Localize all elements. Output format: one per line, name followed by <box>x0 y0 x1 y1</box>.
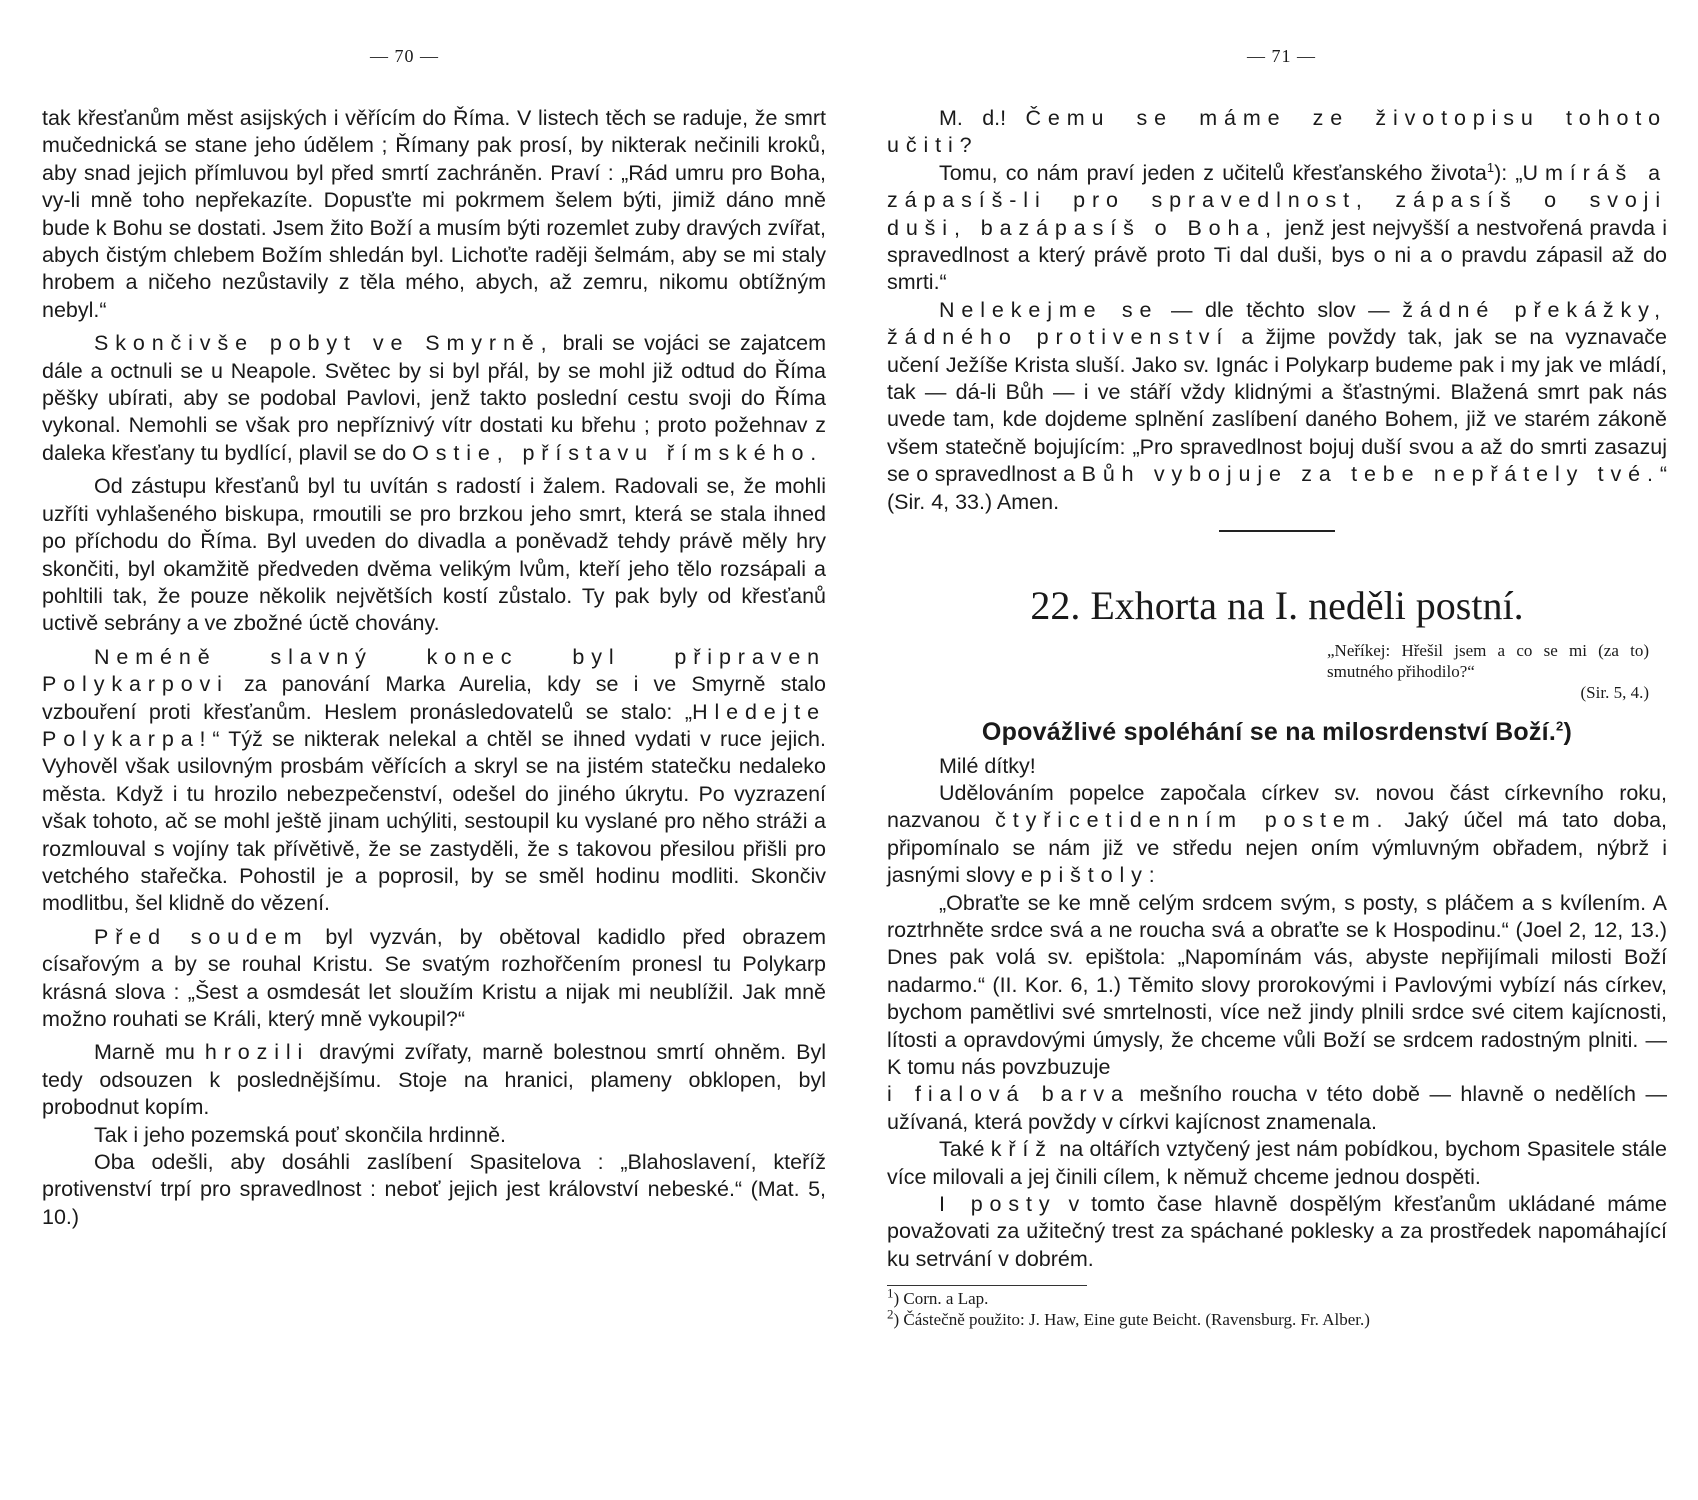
paragraph: „Obraťte se ke mně celým srdcem svým, s posty, s pláčem a s kvílením. A roztrhněte srdce svá a ne roucha svá a obraťte se k Hospodinu.“ (Joel 2, 12, 13.) Dnes pak volá sv. epištola: „Napomínám vás, abyste nepřijímali milosti Boží nadarmo.“ (II. Kor. 6, 1.) Těmito slovy prorokovými i Pavlovými vybízí nás církev, bychom pamětlivi své smrtelnosti, více než jindy plnili srdce své citem kajícnosti, lítosti a opravdovými úmysly, že chceme vůli Boží se srdcem radostným plniti. — K tomu nás povzbuzuje <box>887 890 1667 1079</box>
footnote-divider <box>887 1285 1087 1286</box>
paragraph: Tomu, co nám praví jeden z učitelů křesťanského života$^1$): „Umíráš a zápasíš-li pro spravedlnost, zápasíš o svoji duši, bazápasíš o Boha, jenž jest nejvyšší a nestvořená pravda i spravedlnost a který právě proto Ti dal duši, bys o ni a o pravdu zápasil až do smrti.“ <box>887 159 1667 295</box>
page-number-right: — 71 — <box>1247 46 1316 66</box>
paragraph: Oba odešli, aby dosáhli zaslíbení Spasitelova : „Blahoslavení, kteříž protivenství trpí pro spravedlnost : neboť jejich jest království nebeské.“ (Mat. 5, 10.) <box>42 1150 826 1229</box>
page-number-left: — 70 — <box>370 46 439 66</box>
paragraph: Udělováním popelce započala církev sv. novou část církevního roku, nazvanou čtyřicetidenním postem. Jaký účel má tato doba, připomínalo se nám již ve středu nejen oním výmluvným obřadem, nýbrž i jasnými slovy epištoly: <box>887 780 1667 888</box>
paragraph: Tak i jeho pozemská pouť skončila hrdinně. <box>94 1122 507 1147</box>
section-title: 22. Exhorta na I. neděli postní. <box>1030 583 1524 629</box>
paragraph: tak křesťanům měst asijských i věřícím do Říma. V listech těch se raduje, že smrt mučednická se stane jeho údělem ; Římany pak prosí, by nikterak nečinili kroků, aby snad jejich přímluvou byl před smrtí zachráněn. Praví : „Rád umru pro Boha, vy-li mně toho nepřekazíte. Dopusťte mi pokrmem šelem býti, jimiž dáno mně bude k Bohu se dostati. Jsem žito Boží a musím býti rozemlet zuby dravých zvířat, abych čistým chlebem Božím shledán byl. Lichoťte raději šelmám, aby se mi staly hrobem a ničeho nezůstavily z těla mého, abych, až zemru, nikomu obtížným nebyl.“ <box>42 106 826 322</box>
footnote: $^2$) Částečně použito: J. Haw, Eine gute Beicht. (Ravensburg. Fr. Alber.) <box>887 1306 1370 1330</box>
paragraph: Před soudem byl vyzván, by obětoval kadidlo před obrazem císařovým a by se rouhal Kristu. Se svatým rozhořčením pronesl tu Polykarp krásná slova : „Šest a osmdesát let sloužím Kristu a nijak mi neublížil. Jak mně možno rouhati se Králi, který mně vykoupil?“ <box>42 924 826 1031</box>
right-page <box>849 0 1698 1500</box>
sermon-subtitle: Opovážlivé spoléhání se na milosrdenství Boží.$^2$) <box>981 718 1573 747</box>
paragraph: Také kříž na oltářích vztyčený jest nám pobídkou, bychom Spasitele stále více milovali a jej činili cílem, k němuž chceme jednou dospěti. <box>887 1137 1667 1189</box>
footnote: $^1$) Corn. a Lap. <box>887 1285 989 1309</box>
paragraph: Marně mu hrozili dravými zvířaty, marně bolestnou smrtí ohněm. Byl tedy odsouzen k poslednějšímu. Stoje na hranici, plameny obklopen, byl probodnut kopím. <box>42 1040 826 1120</box>
paragraph: Skončivše pobyt ve Smyrně, brali se vojáci se zajatcem dále a octnuli se u Neapole. Světec by si byl přál, by se mohl již odtud do Říma pěšky ubírati, aby se podobal Pavlovi, jenž takto poslední cestu svoji do Říma vykonal. Nemohli se však pro nepříznivý vítr dostati ku břehu ; proto požehnav z daleka křesťany tu bydlící, plavil se do Ostie, přístavu římského. <box>42 331 826 465</box>
paragraph: Neméně slavný konec byl připraven Polykarpovi za panování Marka Aurelia, kdy se i ve Smyrně stalo vzbouření proti křesťanům. Heslem pronásledovatelů se stalo: „Hledejte Polykarpa!“ Týž se nikterak nelekal a chtěl se ihned vydati v ruce jejich. Vyhověl však usilovným prosbám věřících a skryl se na jistém statečku nedaleko města. Když i tu hrozilo nebezpečenství, odešel do jiného úkrytu. Po vyzrazení však tohoto, ač se mohl ještě jinam uchýliti, sestoupil ku vyslané pro něho stráži a rozmlouval s vojíny tak přívětivě, že se zastyděli, že s takovou přesilou přišli pro vetchého stařečka. Pohostil je a poprosil, by se směl hodinu modliti. Skončiv modlitbu, šel klidně do vězení. <box>42 644 826 916</box>
motto-quote: „Neříkej: Hřešil jsem a co se mi (za to) smutného přihodilo?“ (Sir. 5, 4.) <box>1327 641 1649 703</box>
paragraph: Od zástupu křesťanů byl tu uvítán s radostí i žalem. Radovali se, že mohli uzříti vyhlašeného biskupa, rmoutili se pro brzkou jeho smrt, která se stala ihned po příchodu do Říma. Byl uveden do divadla a poněvadž tehdy právě měly hry skončiti, byl okamžitě předveden dvěma velikým lvům, kteří jeho tělo rozsápali a pohltili tak, že pouze několik největších kostí zůstalo. Ty pak byly od křesťanů uctivě sebrány a ve zbožné úctě chovány. <box>42 474 826 636</box>
paragraph: i fialová barva mešního roucha v této době — hlavně o nedělích — užívaná, která povždy v církvi kajícnost znamenala. <box>887 1082 1667 1134</box>
paragraph: I posty v tomto čase hlavně dospělým křesťanům ukládané máme považovati za užitečný trest za spáchané poklesky a za prostředek napomáhající ku setrvání v dobrém. <box>887 1192 1668 1271</box>
paragraph: M. d.! Čemu se máme ze životopisu tohoto učiti? <box>887 106 1668 158</box>
paragraph: Nelekejme se — dle těchto slov — žádné překážky, žádného protivenství a žijme povždy tak, jak se na vyznavače učení Ježíše Krista sluší. Jako sv. Ignác i Polykarp budeme pak i my jak ve mládí, tak — dá-li Bůh — i ve stáří vždy klidnými a šťastnými. Blažená smrt pak nás uvede tam, kde dojdeme splnění zaslíbení daného Bohem, již ve starém zákoně všem statečně bojujícím: „Pro spravedlnost bojuj duší svou a až do smrti zasazuj se o spravedlnost a Bůh vybojuje za tebe nepřátely tvé.“ (Sir. 4, 33.) Amen. <box>887 297 1667 514</box>
salutation: Milé dítky! <box>939 753 1036 778</box>
section-divider <box>1219 530 1335 532</box>
right-text-column <box>887 105 1667 1330</box>
left-text-column <box>42 105 826 1231</box>
motto-reference: (Sir. 5, 4.) <box>1580 683 1649 703</box>
footnote-ref: 2 <box>1556 718 1564 734</box>
footnote-ref: 1 <box>1486 159 1495 175</box>
